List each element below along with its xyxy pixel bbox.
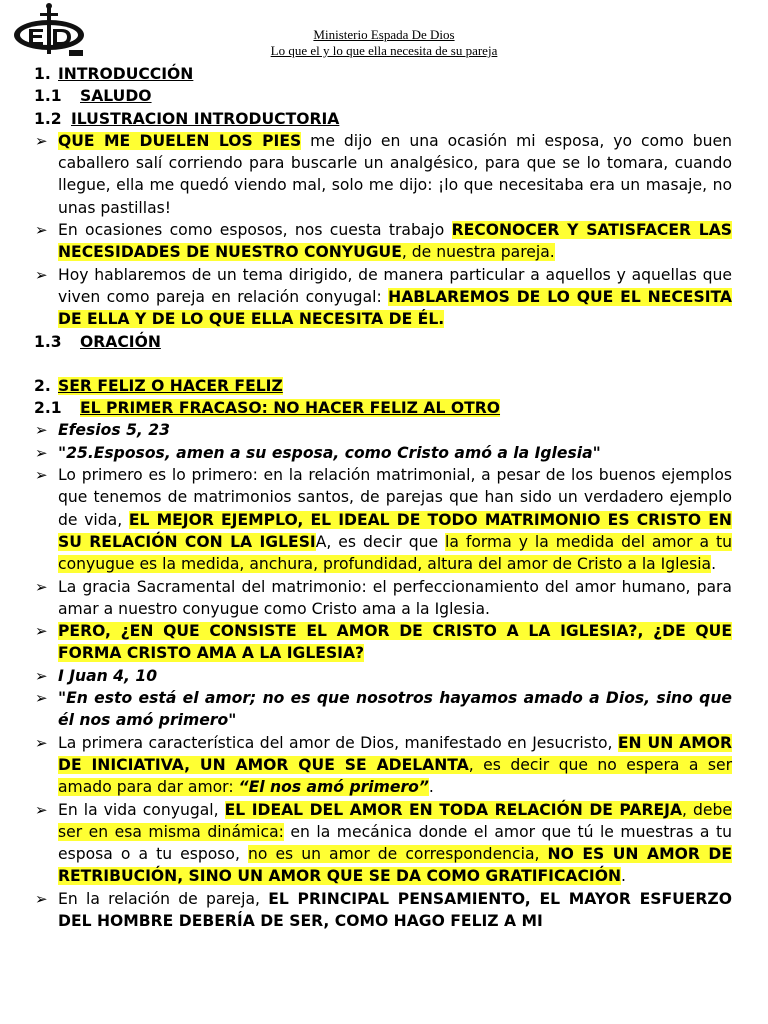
bullet-arrow-icon: ➢ [35, 577, 48, 596]
bullet-arrow-icon: ➢ [35, 800, 48, 819]
section-2-1-heading [34, 397, 732, 419]
section-1-3-heading [34, 331, 732, 353]
section-1-1-heading [34, 85, 732, 107]
section-title: EL PRIMER FRACASO: NO HACER FELIZ AL OTRO [80, 399, 501, 418]
section-number: 2. [34, 376, 51, 395]
bullet-arrow-icon: ➢ [35, 421, 48, 440]
section-title: ORACIÓN [80, 332, 161, 351]
section-number: 1.2 [34, 109, 62, 128]
bullet-paragraph: ➢ PERO, ¿EN QUE CONSISTE EL AMOR DE CRISTO A LA IGLESIA?, ¿DE QUE FORMA CRISTO AMA A LA IGLESIA? [35, 622, 732, 663]
bullet-paragraph: ➢ En la vida conyugal, EL IDEAL DEL AMOR EN TODA RELACIÓN DE PAREJA, debe ser en esa misma dinámica: en la mecánica donde el amor que tú le muestras a tu esposa o a tu esposo, no es un amor de correspondencia, NO ES UN AMOR DE RETRIBUCIÓN, SINO UN AMOR QUE SE DA COMO GRATIFICACIÓN. [35, 800, 732, 886]
section-number: 1. [34, 65, 51, 83]
ministry-title: Ministerio Espada De Dios [313, 27, 455, 42]
document-header [0, 27, 768, 59]
bullet-arrow-icon: ➢ [35, 443, 48, 462]
section-title: SALUDO [80, 87, 152, 106]
section-number: 2.1 [34, 399, 62, 418]
spacer [34, 353, 732, 375]
section-number: 1.3 [34, 332, 62, 351]
bullet-paragraph: ➢ La primera característica del amor de Dios, manifestado en Jesucristo, EN UN AMOR DE INICIATIVA, UN AMOR QUE SE ADELANTA, es decir que no espera a ser amado para dar amor: “El nos amó primero”. [35, 733, 733, 797]
bullet-arrow-icon: ➢ [35, 131, 48, 150]
bullet-arrow-icon: ➢ [35, 689, 48, 708]
section-2-heading [34, 375, 732, 397]
section-number: 1.1 [34, 87, 62, 106]
bullet-paragraph: ➢ Efesios 5, 23 [34, 419, 732, 441]
section-title: SER FELIZ O HACER FELIZ [58, 376, 283, 395]
bullet-paragraph: ➢ En la relación de pareja, EL PRINCIPAL PENSAMIENTO, EL MAYOR ESFUERZO DEL HOMBRE DEBERÍA DE SER, COMO HAGO FELIZ A MI [35, 889, 732, 930]
section-1-heading [34, 63, 732, 85]
bullet-arrow-icon: ➢ [35, 889, 48, 908]
section-1-2-heading [34, 108, 732, 130]
section-title: ILUSTRACION INTRODUCTORIA [71, 109, 340, 128]
bullet-arrow-icon: ➢ [35, 666, 48, 685]
bullet-paragraph: ➢ QUE ME DUELEN LOS PIES me dijo en una ocasión mi esposa, yo como buen caballero salí corriendo para buscarle un analgésico, para que se lo tomara, cuando llegue, ella me quedó viendo mal, solo me dijo: ¡lo que necesitaba era un masaje, no unas pastillas! [35, 131, 732, 217]
document-subtitle: Lo que el y lo que ella necesita de su pareja [270, 43, 498, 58]
document-body [34, 63, 732, 932]
bullet-paragraph: ➢ "25.Esposos, amen a su esposa, como Cristo amó a la Iglesia" [34, 442, 732, 464]
bullet-paragraph: ➢ En ocasiones como esposos, nos cuesta trabajo RECONOCER Y SATISFACER LAS NECESIDADES DE NUESTRO CONYUGUE, de nuestra pareja. [35, 221, 732, 262]
bullet-paragraph: ➢ "En esto está el amor; no es que nosotros hayamos amado a Dios, sino que él nos amó primero" [35, 689, 732, 730]
bullet-arrow-icon: ➢ [35, 265, 48, 284]
bullet-arrow-icon: ➢ [35, 733, 48, 752]
bullet-paragraph: ➢ Lo primero es lo primero: en la relación matrimonial, a pesar de los buenos ejemplos que tenemos de matrimonios santos, de parejas que han sido un verdadero ejemplo de vida, EL MEJOR EJEMPLO, EL IDEAL DE TODO MATRIMONIO ES CRISTO EN SU RELACIÓN CON LA IGLESIA, es decir que la forma y la medida del amor a tu conyugue es la medida, anchura, profundidad, altura del amor de Cristo a la Iglesia. [35, 466, 732, 574]
bullet-paragraph: ➢ Hoy hablaremos de un tema dirigido, de manera particular a aquellos y aquellas que viven como pareja en relación conyugal: HABLAREMOS DE LO QUE EL NECESITA DE ELLA Y DE LO QUE ELLA NECESITA DE ÉL. [35, 265, 732, 329]
bullet-arrow-icon: ➢ [35, 221, 48, 240]
bullet-paragraph: ➢ La gracia Sacramental del matrimonio: el perfeccionamiento del amor humano, para amar a nuestro conyugue como Cristo ama a la Iglesia. [35, 577, 732, 618]
bullet-arrow-icon: ➢ [35, 466, 48, 485]
bullet-paragraph: ➢ I Juan 4, 10 [34, 665, 732, 687]
section-title: INTRODUCCIÓN [58, 65, 194, 83]
bullet-arrow-icon: ➢ [35, 622, 48, 641]
